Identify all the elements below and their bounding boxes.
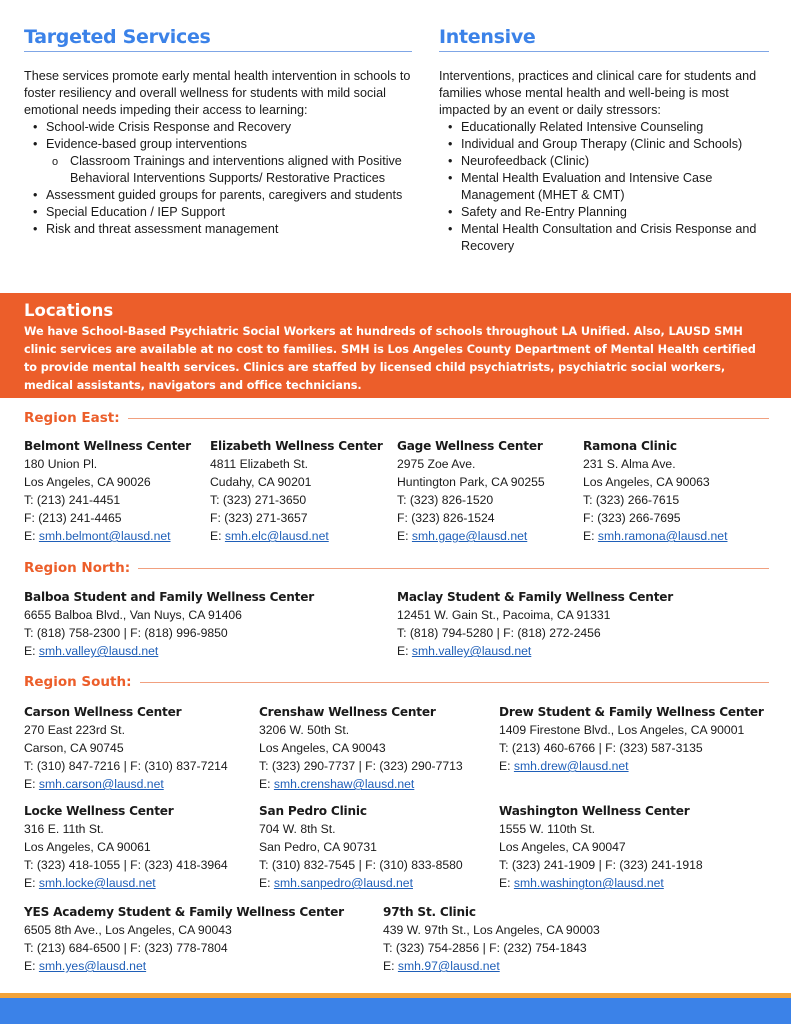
center-name: Locke Wellness Center [24,804,174,818]
center-email-row [24,874,228,892]
center-address: 2975 Zoe Ave. [397,457,476,471]
list-item: • Individual and Group Therapy (Clinic and Schools) [439,136,769,153]
center-ramona [583,437,727,545]
center-address: 1409 Firestone Blvd., Los Angeles, CA 90001 [499,723,745,737]
targeted-services-section [24,24,412,238]
center-address: 231 S. Alma Ave. [583,457,676,471]
center-fax: F: (323) 826-1524 [397,511,495,525]
email-link[interactable]: smh.washington@lausd.net [513,876,664,890]
center-phone-fax: T: (213) 684-6500 | F: (323) 778-7804 [24,941,228,955]
email-prefix: E: [499,759,514,773]
targeted-services-title: Targeted Services [24,26,211,48]
email-link[interactable]: smh.elc@lausd.net [224,529,329,543]
center-city: Huntington Park, CA 90255 [397,475,545,489]
email-link[interactable]: smh.locke@lausd.net [38,876,156,890]
center-drew [499,703,764,775]
center-elizabeth [210,437,383,545]
center-balboa [24,588,314,660]
center-name: San Pedro Clinic [259,804,367,818]
center-city: Los Angeles, CA 90026 [24,475,151,489]
center-san-pedro [259,802,463,892]
email-prefix: E: [24,777,39,791]
center-name: Gage Wellness Center [397,439,543,453]
center-name: Carson Wellness Center [24,705,182,719]
region-label: Region North: [24,558,138,578]
center-name: YES Academy Student & Family Wellness Center [24,905,344,919]
center-city: Carson, CA 90745 [24,741,124,755]
center-fax: F: (323) 266-7695 [583,511,681,525]
center-address: 180 Union Pl. [24,457,98,471]
list-item: • School-wide Crisis Response and Recovery [24,119,412,136]
list-item: • Safety and Re-Entry Planning [439,204,769,221]
center-name: Crenshaw Wellness Center [259,705,436,719]
email-prefix: E: [259,876,274,890]
center-email-row [499,874,703,892]
email-prefix: E: [24,529,39,543]
center-email-row [24,775,228,793]
email-link[interactable]: smh.carson@lausd.net [38,777,164,791]
center-crenshaw [259,703,463,793]
center-phone-fax: T: (818) 794-5280 | F: (818) 272-2456 [397,626,601,640]
section-divider [439,51,769,52]
center-email-row [499,757,764,775]
center-97th-st [383,903,600,975]
center-phone-fax: T: (310) 832-7545 | F: (310) 833-8580 [259,858,463,872]
sub-list-item: o Classroom Trainings and interventions aligned with Positive Behavioral Interventions Supports/ Restorative Practices [46,153,412,187]
intensive-section [439,24,769,255]
center-email-row [397,642,673,660]
center-phone-fax: T: (323) 290-7737 | F: (323) 290-7713 [259,759,463,773]
center-phone: T: (323) 826-1520 [397,493,494,507]
locations-text: We have School-Based Psychiatric Social Workers at hundreds of schools throughout LA Unified. Also, LAUSD SMH clinic services are available at no cost to families. SMH is Los Angeles County Department of Mental Health certified to provide mental health services. Clinics are staffed by licensed child psychiatrists, psychiatric social workers, medical assistants, navigators and office technicians. [24,325,756,392]
center-city: Los Angeles, CA 90047 [499,840,626,854]
center-address: 270 East 223rd St. [24,723,125,737]
center-phone-fax: T: (323) 754-2856 | F: (232) 754-1843 [383,941,587,955]
center-phone-fax: T: (213) 460-6766 | F: (323) 587-3135 [499,741,703,755]
center-fax: F: (323) 271-3657 [210,511,308,525]
email-link[interactable]: smh.yes@lausd.net [38,959,147,973]
email-prefix: E: [24,876,39,890]
center-city: Los Angeles, CA 90043 [259,741,386,755]
center-phone: T: (323) 271-3650 [210,493,307,507]
center-name: Balboa Student and Family Wellness Center [24,590,315,604]
center-phone: T: (323) 266-7615 [583,493,680,507]
center-address: 704 W. 8th St. [259,822,336,836]
center-email-row [259,874,463,892]
center-carson [24,703,228,793]
locations-title: Locations [24,301,114,320]
list-item [24,136,412,187]
targeted-services-list [24,119,412,238]
center-email-row [210,527,383,545]
email-prefix: E: [259,777,274,791]
section-divider [24,51,412,52]
center-yes-academy [24,903,344,975]
center-washington [499,802,703,892]
email-prefix: E: [24,644,39,658]
intensive-list [439,119,769,255]
center-address: 4811 Elizabeth St. [210,457,309,471]
region-east-heading [24,408,769,428]
intensive-title: Intensive [439,26,536,48]
email-link[interactable]: smh.valley@lausd.net [411,644,532,658]
email-link[interactable]: smh.valley@lausd.net [38,644,159,658]
center-locke [24,802,228,892]
center-name: Drew Student & Family Wellness Center [499,705,764,719]
email-link[interactable]: smh.crenshaw@lausd.net [273,777,415,791]
center-name: 97th St. Clinic [383,905,476,919]
sub-list [46,153,412,187]
center-address: 6505 8th Ave., Los Angeles, CA 90043 [24,923,232,937]
email-link[interactable]: smh.drew@lausd.net [513,759,629,773]
center-email-row [24,957,344,975]
center-email-row [583,527,727,545]
list-item: • Neurofeedback (Clinic) [439,153,769,170]
list-item: • Mental Health Evaluation and Intensive Case Management (MHET & CMT) [439,170,769,204]
center-fax: F: (213) 241-4465 [24,511,122,525]
center-address: 316 E. 11th St. [24,822,104,836]
email-link[interactable]: smh.97@lausd.net [397,959,500,973]
center-city: San Pedro, CA 90731 [259,840,377,854]
intensive-intro: Interventions, practices and clinical care for students and families whose mental health and well-being is most impacted by an event or daily stressors: [439,69,757,117]
center-phone-fax: T: (323) 241-1909 | F: (323) 241-1918 [499,858,703,872]
targeted-services-intro: These services promote early mental health intervention in schools to foster resiliency and overall wellness for students with mild social emotional needs impeding their access to learning: [24,69,411,117]
center-city: Cudahy, CA 90201 [210,475,312,489]
center-address: 1555 W. 110th St. [499,822,595,836]
email-link[interactable]: smh.gage@lausd.net [411,529,528,543]
region-divider [24,418,769,419]
region-south-heading [24,672,769,692]
region-north-heading [24,558,769,578]
list-item: • Risk and threat assessment management [24,221,412,238]
email-prefix: E: [397,644,412,658]
footer-blue-bar [0,998,791,1024]
center-name: Belmont Wellness Center [24,439,191,453]
locations-banner [0,293,791,398]
center-phone-fax: T: (323) 418-1055 | F: (323) 418-3964 [24,858,228,872]
center-maclay [397,588,673,660]
region-label: Region East: [24,408,128,428]
list-item-label: Evidence-based group interventions [46,137,247,151]
email-prefix: E: [499,876,514,890]
email-prefix: E: [397,529,412,543]
center-email-row [397,527,545,545]
center-email-row [383,957,600,975]
list-item: • Assessment guided groups for parents, caregivers and students [24,187,412,204]
center-email-row [259,775,463,793]
center-gage [397,437,545,545]
email-link[interactable]: smh.sanpedro@lausd.net [273,876,413,890]
email-prefix: E: [210,529,225,543]
center-city: Los Angeles, CA 90061 [24,840,151,854]
email-prefix: E: [24,959,39,973]
center-email-row [24,527,191,545]
email-link[interactable]: smh.ramona@lausd.net [597,529,728,543]
center-address: 3206 W. 50th St. [259,723,350,737]
center-belmont [24,437,191,545]
center-phone-fax: T: (310) 847-7216 | F: (310) 837-7214 [24,759,228,773]
region-label: Region South: [24,672,140,692]
center-address: 6655 Balboa Blvd., Van Nuys, CA 91406 [24,608,242,622]
center-email-row [24,642,314,660]
center-name: Elizabeth Wellness Center [210,439,383,453]
email-link[interactable]: smh.belmont@lausd.net [38,529,171,543]
center-address: 439 W. 97th St., Los Angeles, CA 90003 [383,923,600,937]
center-phone: T: (213) 241-4451 [24,493,121,507]
center-name: Ramona Clinic [583,439,677,453]
center-name: Maclay Student & Family Wellness Center [397,590,674,604]
center-phone-fax: T: (818) 758-2300 | F: (818) 996-9850 [24,626,228,640]
center-city: Los Angeles, CA 90063 [583,475,710,489]
center-address: 12451 W. Gain St., Pacoima, CA 91331 [397,608,611,622]
email-prefix: E: [383,959,398,973]
email-prefix: E: [583,529,598,543]
list-item: • Special Education / IEP Support [24,204,412,221]
center-name: Washington Wellness Center [499,804,690,818]
list-item: • Educationally Related Intensive Counseling [439,119,769,136]
list-item: • Mental Health Consultation and Crisis Response and Recovery [439,221,769,255]
